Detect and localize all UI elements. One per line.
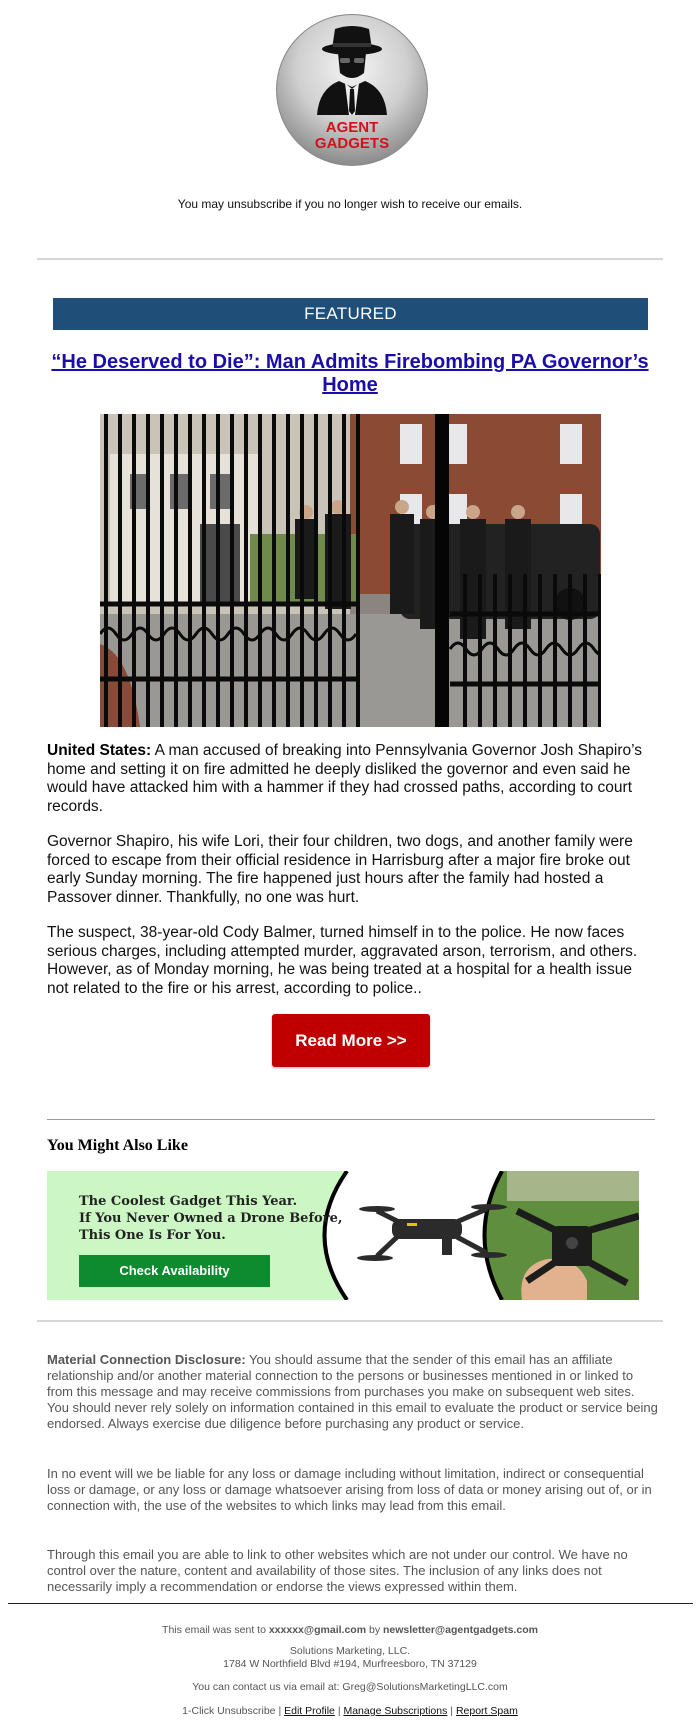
read-more-button[interactable]: Read More >>	[272, 1014, 430, 1067]
drone-ad-banner[interactable]	[47, 1171, 639, 1300]
featured-banner: FEATURED	[53, 298, 648, 330]
unsubscribe-note: You may unsubscribe if you no longer wish to receive our emails.	[177, 197, 523, 211]
manage-subscriptions-link[interactable]: Manage Subscriptions	[343, 1705, 448, 1717]
footer-links	[0, 1705, 700, 1717]
article-paragraph-3: The suspect, 38-year-old Cody Balmer, turned himself in to the police. He now faces serious charges, including attempted murder, aggravated arson, terrorism, and others. However, as of Monday morning, he was being treated at a hospital for a health issue not related to the fire or his arrest, according to police..	[47, 924, 638, 997]
sender-email: newsletter@agentgadgets.com	[383, 1624, 538, 1636]
liability-disclaimer: In no event will we be liable for any loss or damage including without limitation, indirect or consequential loss or damage, or any loss or damage whatsoever arising from loss of data or money arising out of, or in connection with, the use of the websites to which links may lead from this email.	[47, 1466, 652, 1513]
hero-image[interactable]	[100, 414, 601, 727]
report-spam-link[interactable]: Report Spam	[455, 1705, 518, 1717]
material-disclosure	[47, 1352, 659, 1432]
news-photo-gate-police-icon	[100, 414, 601, 727]
link-separator: |	[450, 1705, 454, 1717]
link-separator: |	[278, 1705, 282, 1717]
logo-text-gadgets: GADGETS	[314, 135, 390, 152]
article-location-lead: United States:	[47, 742, 152, 759]
ad-copy	[79, 1193, 342, 1244]
footer-divider	[8, 1603, 693, 1604]
disclosure-lead: Material Connection Disclosure:	[47, 1352, 246, 1367]
article-paragraph-1-body: A man accused of breaking into Pennsylvania Governor Josh Shapiro’s home and setting it on fire admitted he deeply disliked the governor and even said he would have attacked him with a hammer if they had crossed paths, according to court records.	[47, 742, 643, 815]
divider	[37, 1320, 663, 1322]
external-links-disclaimer: Through this email you are able to link to other websites which are not under our control. We have no control over the nature, content and availability of those sites. The inclusion of any links does not necessarily imply a recommendation or endorse the views expressed within them.	[47, 1547, 628, 1594]
ad-line-1: The Coolest Gadget This Year.	[79, 1194, 298, 1209]
logo-badge	[276, 14, 428, 166]
one-click-unsubscribe[interactable]: 1-Click Unsubscribe	[182, 1705, 276, 1717]
link-separator: |	[337, 1705, 341, 1717]
recipient-email: xxxxxx@gmail.com	[268, 1624, 367, 1636]
company-name: Solutions Marketing, LLC.	[289, 1645, 411, 1657]
article-headline	[45, 351, 655, 397]
ad-line-2: If You Never Owned a Drone Before,	[79, 1211, 343, 1226]
agent-gadgets-logo[interactable]	[276, 14, 428, 166]
article-paragraph-1	[47, 742, 657, 816]
edit-profile-link[interactable]: Edit Profile	[284, 1705, 335, 1717]
ad-line-3: This One Is For You.	[79, 1228, 226, 1243]
logo-text-agent: AGENT	[325, 119, 379, 136]
you-might-also-like-heading: You Might Also Like	[47, 1137, 188, 1154]
postal-address: 1784 W Northfield Blvd #194, Murfreesboro, TN 37129	[223, 1658, 477, 1670]
company-address	[0, 1645, 700, 1671]
disclosure-body: You should assume that the sender of this email has an affiliate relationship and/or another material connection to the persons or businesses mentioned in or linked to from this message and may receive commissions from purchases you make on subsequent web sites. You should never rely solely on information contained in this email to evaluate the product or service being endorsed. Always exercise due diligence before purchasing any product or service.	[47, 1352, 658, 1431]
divider	[37, 258, 663, 260]
sent-to-line	[0, 1624, 700, 1636]
contact-line: You can contact us via email at: Greg@SolutionsMarketingLLC.com	[192, 1681, 508, 1693]
headline-link[interactable]: “He Deserved to Die”: Man Admits Firebombing PA Governor’s Home	[51, 351, 649, 396]
divider	[47, 1119, 655, 1120]
check-availability-button[interactable]: Check Availability	[79, 1255, 270, 1287]
sent-prefix: This email was sent to	[162, 1624, 269, 1636]
article-paragraph-2: Governor Shapiro, his wife Lori, their four children, two dogs, and another family were forced to escape from their official residence in Harrisburg after a major fire broke out early Sunday morning. The fire happened just hours after the family had hosted a Passover dinner. Thankfully, no one was hurt.	[47, 833, 633, 906]
sent-mid: by	[366, 1624, 383, 1636]
